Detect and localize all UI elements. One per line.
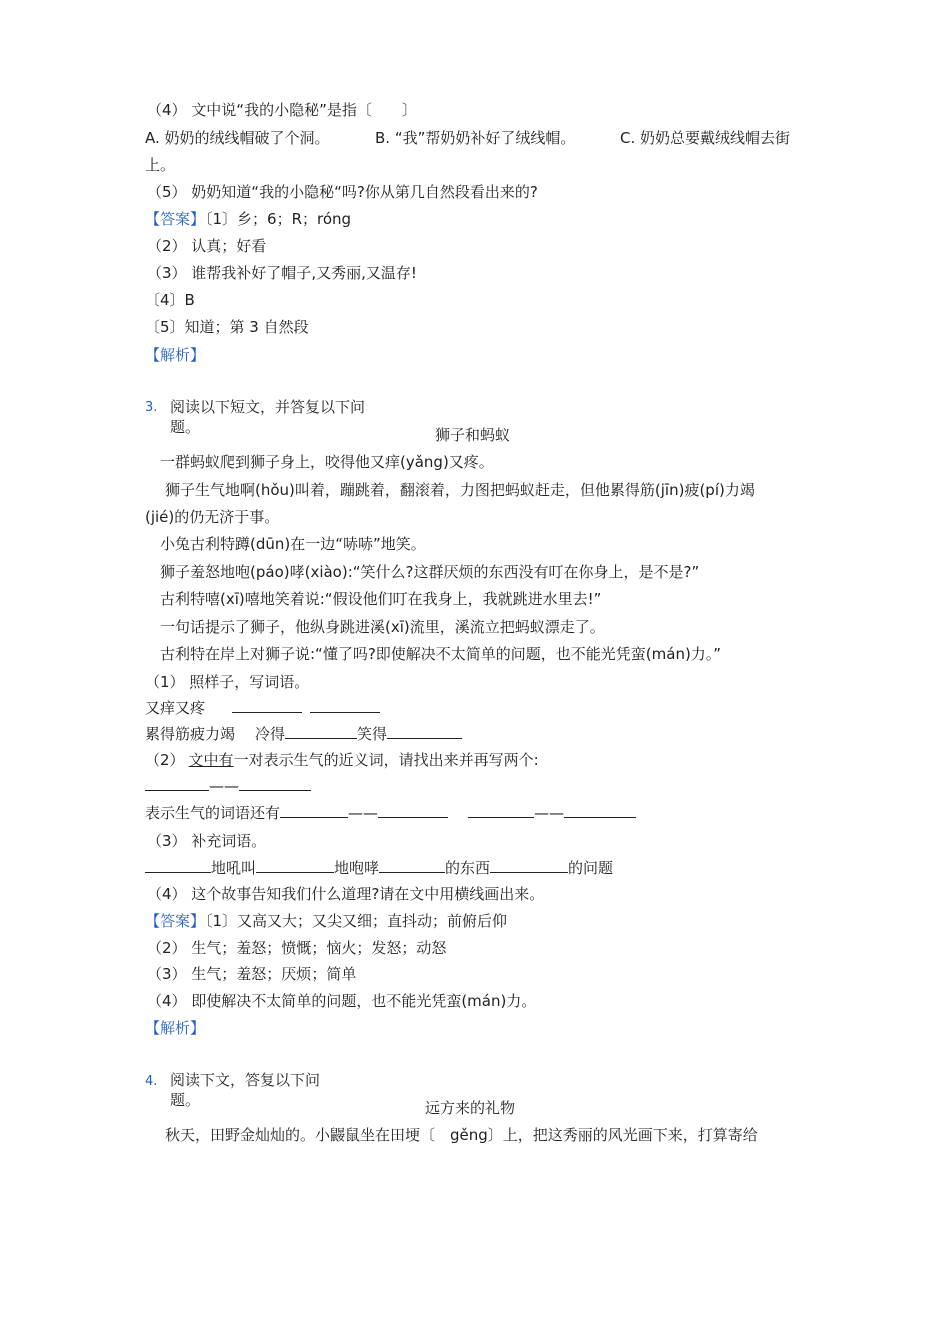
- q2-more-row: [145, 803, 636, 823]
- analysis-label: 【解析】: [145, 346, 206, 364]
- paragraph-7: 古利特在岸上对狮子说:“懂了吗?即使解决不太简单的问题，也不能光凭蛮(mán)力。”: [160, 645, 722, 663]
- answer-1: 〔1〕又高又大；又尖又细；直抖动；前俯后仰: [205, 912, 508, 930]
- paragraph-1: 秋天，田野金灿灿的。小鼹鼠坐在田埂〔 gěng〕上，把这秀丽的风光画下来，打算寄给: [165, 1126, 758, 1144]
- q3-word-2: 地咆哮: [334, 859, 380, 877]
- q2-pair-row: [145, 776, 311, 796]
- q1-row-2: [145, 724, 462, 744]
- answer-3: （3） 生气；羞怒；厌烦；简单: [147, 965, 357, 983]
- option-c-continued: 上。: [145, 156, 176, 174]
- paragraph-2: 狮子生气地啊(hǒu)叫着，蹦跳着，翻滚着，力图把蚂蚁赶走，但他累得筋(jīn)疲(pí)力竭: [165, 481, 755, 499]
- answer-line-1: [145, 911, 507, 931]
- q2-number: （2）: [145, 751, 185, 769]
- blank[interactable]: [490, 858, 568, 873]
- answer-4: （4） 即使解决不太简单的问题，也不能光凭蛮(mán)力。: [147, 992, 537, 1010]
- answer-2: （2） 生气；羞怒；愤慨；恼火；发怒；动怒: [147, 939, 447, 957]
- story-title: 远方来的礼物: [425, 1099, 516, 1117]
- blank[interactable]: [378, 803, 448, 818]
- answer-4: 〔4〕B: [145, 291, 195, 309]
- question-2: [145, 750, 539, 770]
- q1-row-1: [145, 698, 380, 718]
- answer-2: （2） 认真；好看: [147, 237, 267, 255]
- answer-1: 〔1〕乡；6；R；róng: [205, 210, 352, 228]
- prompt-line-1: 阅读下文，答复以下问: [170, 1071, 321, 1089]
- laugh-prefix: 笑得: [357, 725, 388, 743]
- answer-line-1: [145, 209, 351, 229]
- blank[interactable]: [564, 803, 636, 818]
- blank[interactable]: [145, 858, 211, 873]
- blank[interactable]: [310, 698, 380, 713]
- question-number: 4.: [145, 1074, 158, 1089]
- blank[interactable]: [145, 776, 209, 791]
- blank[interactable]: [387, 724, 462, 739]
- paragraph-6: 一句话提示了狮子，他纵身跳进溪(xī)流里，溪流立把蚂蚁漂走了。: [160, 618, 605, 636]
- paragraph-1: 一群蚂蚁爬到狮子身上，咬得他又痒(yǎng)又疼。: [160, 453, 494, 471]
- question-1: （1） 照样子，写词语。: [145, 673, 310, 691]
- dash: ——: [534, 804, 565, 822]
- example-word-2: 累得筋疲力竭: [145, 725, 236, 743]
- paragraph-4: 狮子羞怒地咆(páo)哮(xiào):“笑什么?这群厌烦的东西没有叮在你身上，是不是?”: [160, 563, 700, 581]
- story-title: 狮子和蚂蚁: [435, 426, 511, 444]
- answer-label: 【答案】: [145, 912, 206, 930]
- cold-prefix: 冷得: [255, 725, 286, 743]
- option-c: C. 奶奶总要戴绒线帽去街: [620, 129, 791, 147]
- blank[interactable]: [285, 724, 357, 739]
- prompt-line-1: 阅读以下短文，并答复以下问: [170, 398, 366, 416]
- paragraph-2-cont: (jié)的仍无济于事。: [145, 508, 280, 526]
- example-word-1: 又痒又疼: [145, 699, 206, 717]
- option-b: B. “我”帮奶奶补好了绒线帽。: [375, 129, 576, 147]
- question-number: 3.: [145, 400, 158, 415]
- question-4: （4） 这个故事告知我们什么道理?请在文中用横线画出来。: [147, 885, 545, 903]
- question-5: （5） 奶奶知道“我的小隐秘“吗?你从第几自然段看出来的?: [147, 183, 538, 201]
- answer-5: 〔5〕知道；第 3 自然段: [145, 318, 309, 336]
- q2-underlined: 文中有: [188, 751, 234, 769]
- blank[interactable]: [239, 776, 311, 791]
- q2-text: 一对表示生气的近义词，请找出来并再写两个:: [233, 751, 539, 769]
- prompt-line-2: 题。: [170, 1091, 201, 1109]
- dash: ——: [209, 777, 239, 795]
- blank[interactable]: [468, 803, 534, 818]
- blank[interactable]: [280, 803, 348, 818]
- answer-label: 【答案】: [145, 210, 206, 228]
- analysis-label: 【解析】: [145, 1019, 206, 1037]
- blank[interactable]: [256, 858, 334, 873]
- q3-word-3: 的东西: [445, 859, 491, 877]
- q2-more-label: 表示生气的词语还有: [145, 804, 281, 822]
- paragraph-5: 古利特嘻(xī)嘻地笑着说:“假设他们叮在我身上，我就跳进水里去!”: [160, 590, 602, 608]
- q3-word-4: 的问题: [568, 859, 614, 877]
- answer-3: （3） 谁帮我补好了帽子,又秀丽,又温存!: [147, 264, 417, 282]
- option-a: A. 奶奶的绒线帽破了个洞。: [145, 129, 330, 147]
- blank[interactable]: [232, 698, 302, 713]
- blank[interactable]: [379, 858, 445, 873]
- dash: ——: [348, 804, 379, 822]
- question-3: （3） 补充词语。: [147, 832, 267, 850]
- paragraph-3: 小兔古利特蹲(dūn)在一边“哧哧”地笑。: [160, 535, 426, 553]
- q3-row: [145, 858, 613, 878]
- q3-word-1: 地吼叫: [211, 859, 257, 877]
- question-4: （4） 文中说“我的小隐秘”是指〔 〕: [147, 101, 417, 119]
- prompt-line-2: 题。: [170, 418, 201, 436]
